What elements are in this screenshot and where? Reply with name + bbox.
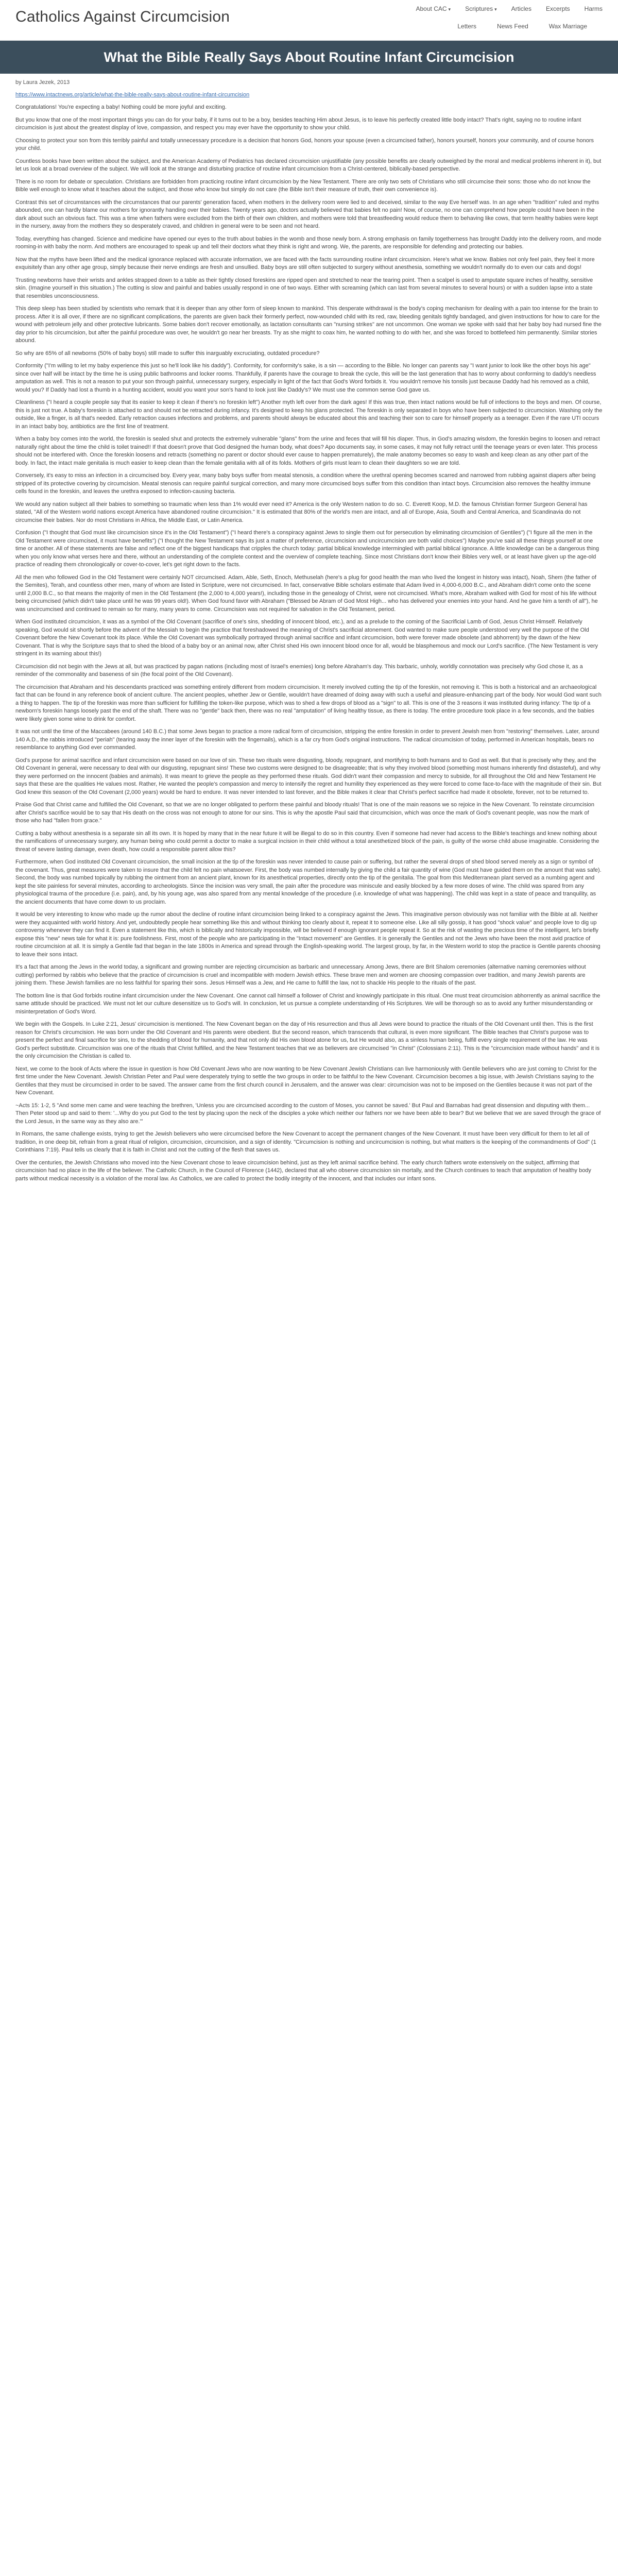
nav-excerpts[interactable]: Excerpts bbox=[545, 5, 570, 12]
title-banner bbox=[0, 41, 618, 74]
article-paragraph: Next, we come to the book of Acts where the issue in question is how Old Covenant Jews who are now wanting to be New Covenant Jewish Christians can live harmoniously with Gentile believers who are just coming to Christ for the first time under the New Covenant. Jewish Christian Peter and Paul were desperately trying to settle the two groups in order to be faithful to the New Covenant. Circumcision becomes a big issue, with Jewish Christians saying to the Gentiles that they must be circumcised in order to be saved. The answer came from the first church council in Jerusalem, and the answer was clear: circumcision was not to be imposed on the Gentiles because it was not part of the New Covenant. bbox=[15, 1065, 597, 1096]
nav-articles[interactable]: Articles bbox=[511, 5, 531, 12]
article-paragraph: There is no room for debate or speculation. Christians are forbidden from practicing routine infant circumcision by the New Testament. There are only two sets of Christians who still circumcise their sons: those who do not know the Bible well enough to know what it teaches about the subject, and those who know but simply do not care (the Bible isn't their measure of truth, their own convenience is). bbox=[15, 178, 591, 193]
nav-letters[interactable]: Letters bbox=[457, 23, 477, 30]
article-paragraph: Furthermore, when God instituted Old Covenant circumcision, the small incision at the tip of the foreskin was never intended to cause pain or suffering, but rather the several drops of shed blood served merely as a sign or symbol of the covenant. Thus, great measures were taken to insure that the child felt no pain whatsoever. First, the body was numbed internally by giving the child a fair quantity of wine (God must have guided them on the amount that was safe). Second, the body was numbed topically by rubbing the ointment from an ancient plant, known for its anesthetical properties, directly onto the tip of the genitalia. The goal from this Mediterranean plant served as a numbing agent and kept the site painless for several minutes, according to archeologists. Since the incision was very small, the pain after the procedure was miniscule and easily blocked by a few more doses of wine. The child was spared from any physiological trauma of the procedure (i.e. pain), and, by his young age, was also spared from any mental knowledge of the procedure (i.e. knowledge of what was happening). The child was kept in a state of peace and tranquility, as the ancient documents that have come down to us proclaim. bbox=[15, 859, 602, 905]
article-paragraph: Circumcision did not begin with the Jews at all, but was practiced by pagan nations (including most of Israel's enemies) long before Abraham's day. This barbaric, unholy, worldly connotation was precisely why God chose it, as a reminder of the commonality and baseness of sin (the focal point of the Old Covenant). bbox=[15, 663, 583, 677]
nav-scriptures[interactable] bbox=[465, 5, 497, 12]
nav-about-cac-label: About CAC bbox=[416, 5, 447, 12]
source-link[interactable]: https://www.intactnews.org/article/what-the-bible-really-says-about-routine-infant-circumcision bbox=[15, 91, 250, 98]
article-paragraph: Countless books have been written about the subject, and the American Academy of Pediatrics has declared circumcision unjustifiable (any possible benefits are clearly outweighed by the moral and medical problems inherent in it), but let us look at a broad overview of the subject. We will look at the strange and disturbing practice of routine infant circumcision from a Christ-centered, biblically-based perspective. bbox=[15, 158, 602, 172]
secondary-nav bbox=[457, 23, 587, 30]
nav-scriptures-label: Scriptures bbox=[465, 5, 493, 12]
chevron-down-icon: ▾ bbox=[448, 7, 451, 12]
article-paragraph: When a baby boy comes into the world, the foreskin is sealed shut and protects the extremely vulnerable "glans" from the urine and feces that will fill his diaper. Thus, in God's amazing wisdom, the foreskin begins to loosen and retract naturally right about the time the child is toilet trained!! If that doesn't prove that God designed the human body, what does? Apo documents say, in some cases, it may not fully retract until the teenage years or even later. This process should not be interfered with. Once the foreskin loosens and retracts (something no parent or doctor should ever cause to happen prematurely), the male anatomy becomes so easy to wash and keep clean as any other part of the body. In fact, the intact male genitalia is much easier to keep clean than the female genitalia with all of its folds. Mothers of girls must learn to clean their daughters so we are told. bbox=[15, 436, 600, 466]
article-paragraph: When God instituted circumcision, it was as a symbol of the Old Covenant (sacrifice of one's sins, shedding of innocent blood, etc.), and as a prelude to the coming of the Sacrificial Lamb of God, Jesus Christ Himself. Relatively speaking, God would sit shortly before the advent of the Messiah to begin the practice that foreshadowed the meaning of Christ's sacrificial atonement. God wanted to make sure people understood very well the purpose of the Old Covenant before the New Covenant took its place. While the Old Covenant was symbolically portrayed through animal sacrifice and infant circumcision, both were forever made obsolete (and abhorrent) by the dawn of the New Covenant. That is why the Scripture says that to shed the blood of a baby boy or an animal now, after Christ shed His own innocent blood once for all, would be blasphemous and mock our Lord's sacrifice. (The New Testament is very stringent in its warning about this!) bbox=[15, 619, 598, 657]
article-paragraph: Contrast this set of circumstances with the circumstances that our parents' generation faced, when mothers in the delivery room were lied to and deceived, similar to the way Eve herself was. In an age when "tradition" ruled and myths abounded, one can hardly blame our mothers for ignorantly handing over their babies. Twenty years ago, doctors actually believed that babies felt no pain! Now, of course, no one can comprehend how people could have been in the dark about such an obvious fact. This was a time when fathers were excluded from the birth of their own children, and mothers were told that breastfeeding would reduce them to behaving like cows, that term healthy babies were kept in the nursery, away from the mothers they so desperately craved, and children in general were to be seen and not heard. bbox=[15, 199, 599, 229]
article-paragraph: Over the centuries, the Jewish Christians who moved into the New Covenant chose to leave circumcision behind, just as they left animal sacrifice behind. The early church fathers wrote extensively on the subject, affirming that circumcision had no place in the life of the believer. The Catholic Church, in the Council of Florence (1442), declared that all who observe circumcision sin mortally, and the Church continues to teach that amputation of healthy body parts without medical necessity is a violation of the moral law. As Catholics, we are called to protect the bodily integrity of the innocent, and that includes our infant sons. bbox=[15, 1159, 591, 1182]
article-paragraph: The bottom line is that God forbids routine infant circumcision under the New Covenant. One cannot call himself a follower of Christ and knowingly participate in this ritual. One must treat circumcision abhorrently as animal sacrifice the same attitude should be practiced. We must not let our culture desensitize us to God's will. In conclusion, let us pursue a complete understanding of His Scriptures. We will be thorough so as to avoid any further misunderstanding or misinterpretation of God's Word. bbox=[15, 992, 600, 1015]
article-paragraph: Cutting a baby without anesthesia is a separate sin all its own. It is hoped by many that in the near future it will be illegal to do so in this country. Even if someone had never had access to the Bible's teachings and knew nothing about the ramifications of unnecessary surgery, any human being who could permit a doctor to make a surgical incision in their child without a total anesthetized block of the pain, is guilty of the worse child abuse imaginable. Considering the threat of severe lasting damage, even death, how could a responsible parent allow this? bbox=[15, 830, 599, 853]
article-paragraph: Conversely, it's easy to miss an infection in a circumcised boy. Every year, many baby boys suffer from meatal stenosis, a condition where the urethral opening becomes scarred and narrowed from rubbing against diapers after being stripped of its protective covering by circumcision. Meatal stenosis can require painful surgical correction, and many more circumcised boys suffer from this condition than intact boys. Circumcision also removes the healthy immune cells found in the foreskin, and leaves the urethra exposed to infection-causing bacteria. bbox=[15, 472, 596, 495]
article-paragraph: Today, everything has changed. Science and medicine have opened our eyes to the truth about babies in the womb and those newly born. A strong emphasis on family togetherness has brought Daddy into the delivery room, and mode rooming-in with baby the norm. And mothers are encouraged to speak up and tell their doctors what they think is right and wrong. We, the parents, are responsible for defending and protecting our babies. bbox=[15, 235, 602, 250]
article-paragraph: God's purpose for animal sacrifice and infant circumcision were based on our love of sin. These two rituals were disgusting, bloody, repugnant, and mortifying to both humans and to God as well. But that is precisely why they, and the Old Covenant in general, were necessary to deal with our disgusting, repugnant sins! These two customs were designed to be disagreeable; that is why they involved blood (something most humans inherently find distasteful), and why they were performed on the innocent (babies and animals). It was meant to grieve the people as they performed these rituals. God didn't want their compassion and mercy to subside, for all throughout the Old and New Testament He says that these are the qualities He values most. Rather, He wanted the people's compassion and mercy to intensify the regret and humility they experienced as they were forced to come face-to-face with the magnitude of their sin. But God knew this season of the Old Covenant (2,000 years) would be hard to endure. It was never intended to last forever, and the Bible makes it clear that Christ's perfect sacrifice had made it obsolete, forever, not to be returned to. bbox=[15, 757, 602, 795]
nav-about-cac[interactable] bbox=[416, 5, 451, 12]
article-paragraph: So why are 65% of all newborns (50% of baby boys) still made to suffer this inarguably excruciating, outdated procedure? bbox=[15, 350, 320, 357]
article-paragraph: In Romans, the same challenge exists, trying to get the Jewish believers who were circumcised before the New Covenant to accept the permanent changes of the New Covenant. It must have been very difficult for them to let all of tradition, in one deep bit, refrain from a great ritual of religion, circumcision, circumcision, and a sign of identity. "Circumcision is nothing and uncircumcision is nothing, but what matters is the keeping of the commandments of God" (1 Corinthians 7:19). Paul tells us clearly that it is faith in Christ and not the cutting of the flesh that saves us. bbox=[15, 1131, 596, 1153]
article-paragraph: We begin with the Gospels. In Luke 2:21, Jesus' circumcision is mentioned. The New Covenant began on the day of His resurrection and thus all Jews were bound to practice the rituals of the Old Covenant until then. This is the first reason for Christ's circumcision. He was born under the Old Covenant and His parents were obedient. But the second reason, which transcends that cultural, is even more significant. The Bible teaches that Christ's purpose was to present the perfect and final sacrifice for sins, to the shedding of blood for humanity, and that not only did His own blood atone for us, but He would also, as a sinless human being, fulfill every single requirement of the law. He was God's perfect substitute. Circumcision was one of the rituals that Christ fulfilled, and the New Testament teaches that we as believers are circumcised "in Christ" (Colossians 2:11). This is the "circumcision made without hands" and it is the only circumcision the Christian is called to. bbox=[15, 1021, 600, 1059]
article-paragraph: Trusting newborns have their wrists and ankles strapped down to a table as their tightly closed foreskins are ripped open and stretched to near the tearing point. Then a scalpel is used to amputate square inches of healthy, sensitive skin. (Imagine yourself in this situation.) The cutting is slow and painful and babies usually respond in one of two ways. Either with screaming (which can last from several minutes to several hours) or with a sudden lapse into a state that resembles unconsciousness. bbox=[15, 277, 593, 299]
article-paragraphs bbox=[15, 104, 603, 1183]
nav-news-feed[interactable]: News Feed bbox=[497, 23, 528, 30]
article-paragraph: Now that the myths have been lifted and the medical ignorance replaced with accurate information, we are faced with the facts surrounding routine infant circumcision. Here's what we know. Babies not only feel pain, they feel it more exquisitely than any other age group, simply because their nerve endings are fresh and unsullied. Baby boys are still often subjected to surgery without anesthesia, something we wouldn't normally do to even our cats and dogs! bbox=[15, 256, 595, 270]
article-paragraph: It was not until the time of the Maccabees (around 140 B.C.) that some Jews began to practice a more radical form of circumcision, stripping the entire foreskin in order to prevent Jewish men from "restoring" themselves. Later, around 140 A.D., the rabbis introduced "periah" (tearing away the inner layer of the foreskin with the fingernails), which is a far cry from God's original instructions. The radical circumcision of today, performed in American hospitals, bears no resemblance to anything God ever commanded. bbox=[15, 728, 599, 751]
nav-wax-marriage[interactable]: Wax Marriage bbox=[548, 23, 587, 30]
primary-nav bbox=[416, 5, 603, 12]
article-paragraph: We would any nation subject all their babies to something so traumatic when less than 1% would ever need it? America is the only Western nation to do so. C. Everett Koop, M.D. the famous Christian former Surgeon General has stated, "All of the Western world nations except America have abandoned routine circumcision." It is estimated that 80% of the world's men are intact, and all of Europe, Asia, South and Central America, and Scandinavia do not circumcise their babies. Nor do most Christians in Africa, the Middle East, or Latin America. bbox=[15, 501, 588, 523]
article-paragraph: It's a fact that among the Jews in the world today, a significant and growing number are rejecting circumcision as barbaric and unnecessary. Among Jews, there are Brit Shalom ceremonies (alternative naming ceremonies without cutting) performed by rabbis who believe that the practice of circumcision is cruel and incompatible with modern Jewish ethics. These brave men and women are choosing compassion over tradition, and many Jewish parents are joining them. These Jewish families are no less faithful for sparing their sons. Jesus Himself was a Jew, and He came to fulfill the law, not to shackle His people to the rituals of the past. bbox=[15, 964, 586, 986]
article-paragraph: Conformity ("I'm willing to let my baby experience this just so he'll look like his daddy"). Conformity, for conformity's sake, is a sin — according to the Bible. No longer can parents say "I want junior to look like the other boys his age" since over half will be intact by the time he is using public bathrooms and locker rooms. Thankfully, if parents have the courage to break the cycle, this will be the last generation that has to worry about conforming to daddy's needless amputation as well. This is not a reason to put your son through painful, unnecessary surgery, especially in light of the fact that God's Word forbids it. You wouldn't remove his tonsils just because Daddy had his removed as a child, would you? If Daddy had lost a thumb in a hunting accident, would you want your son's hand to look just like Daddy's? We must use the common sense God gave us. bbox=[15, 363, 596, 393]
article-paragraph: This deep sleep has been studied by scientists who remark that it is deeper than any other form of sleep known to mankind. This desperate withdrawal is the body's coping mechanism for dealing with a pain too intense for the brain to process. After it is all over, if there are no significant complications, the parents are given back their formerly perfect, now-wounded child with its red, raw, bleeding genitals tightly bandaged, and given instructions for how to care for the wound with petroleum jelly and other protective lubricants. Some babies don't recover emotionally, as lactation consultants can "nursing strikes" are not uncommon. One woman we spoke with said that her baby boy had nursed fine the day prior to his circumcision, but after the painful procedure was over, he wouldn't go near her breasts. Try as she might to coax him, he wanted nothing to do with her, and she was forced to bottlefeed him permanently. Similar stories abound. bbox=[15, 306, 602, 344]
article-paragraph: Cleanliness ("I heard a couple people say that its easier to keep it clean if there's no foreskin left") Another myth left over from the dark ages! If this was true, then intact nations would be full of infections to the boys and men. Of course, this is just not true. A baby's foreskin is attached to and should not be retracted during infancy. It's designed to keep his glans protected. The foreskin is only separated in boys who have been subjected to circumcision. Washing only the outside, like a finger, is all that's needed. Early retraction causes infections and problems, and parents should always be educated about this and teaching their son to care for himself properly as a teenager. Even if the rare UTI occurs in an intact baby boy, antibiotics are the first line of treatment. bbox=[15, 399, 603, 430]
article-body bbox=[0, 74, 618, 1183]
article-byline: by Laura Jezek, 2013 bbox=[15, 79, 70, 86]
article-paragraph: The circumcision that Abraham and his descendants practiced was something entirely different from modern circumcision. It merely involved cutting the tip of the foreskin, not removing it. This is both a historical and an archaeological fact that can be found in any reference book of ancient culture. The ancient peoples, whether Jew or Gentile, wouldn't have dreamed of doing away with such a useful and pleasure-enhancing part of the body. Nor would God want such a thing to happen. The tip of the foreskin was more than sufficient for fulfilling the token-like purpose, which was to shed a few drops of blood as a "sign" to all. This is one of the 3 reasons it was instituted during infancy: The tip of a newborn's foreskin hangs loosely past the end of the shaft. There was no "gentle" back then, there was no real "amputation" of living healthy tissue, as there is today. The entire procedure took place in a few seconds, and the babies were likely given some wine to drink for comfort. bbox=[15, 684, 602, 722]
article-paragraph: ~Acts 15: 1-2, 5 "And some men came and were teaching the brethren, 'Unless you are circumcised according to the custom of Moses, you cannot be saved.' But Paul and Barnabas had great dissension and disputing with them... Then Peter stood up and said to them: '...Why do you put God to the test by placing upon the neck of the disciples a yoke which neither our fathers nor we have been able to bear? But we believe that we are saved through the grace of the Lord Jesus, in the same way as they also are.'" bbox=[15, 1102, 601, 1125]
article-paragraph: Praise God that Christ came and fulfilled the Old Covenant, so that we are no longer obligated to perform these painful and bloody rituals! That is one of the main reasons we so rejoice in the New Covenant. To reinstate circumcision after Christ's sacrifice would be to say that His death on the cross was not enough to atone for our sins. This is why the apostle Paul said that circumcision, which was once the mark of God's covenant people, was now the mark of those who had "fallen from grace." bbox=[15, 802, 595, 824]
article-title: What the Bible Really Says About Routine Infant Circumcision bbox=[104, 49, 514, 65]
article-paragraph: It would be very interesting to know who made up the rumor about the decline of routine infant circumcision being linked to a conspiracy against the Jews. This imaginative person obviously was not familiar with the Bible at all. Neither were they acquainted with world history. And yet, undoubtedly people hear something like this and without thinking too clearly about it, repeat it to someone else. Like all silly gossip, it has good "shock value" and people love to dig up controversy whenever they can find it. Even a statement like this, which is biblically and historically impossible, will be believed if enough ignorant people repeat it. So at the risk of wasting the precious time of the intelligent, let's briefly expose this "new" news tale for what it is: pure foolishness. First, most of the people who are participating in the "Intact movement" are Gentiles. It is generally the Gentiles and not the Jews who have been the most avid practice of routine circumcision at all. It is simply a Gentile fad that began in the late 1800s in America and spread through the English-speaking world. The largest group, by far, in the Western world to stop the practice is Gentile parents choosing to leave their sons intact. bbox=[15, 911, 600, 958]
article-paragraph: All the men who followed God in the Old Testament were certainly NOT circumcised. Adam, Able, Seth, Enoch, Methuselah (here's a plug for good health the man who lived the longest in history was intact), Noah, Shem (the father of the Semites), Terah, and countless other men, many of whom are listed in Scripture, were not circumcised. In fact, conservative Bible scholars estimate that Adam lived in 4,000-6,000 B.C., and Abraham didn't come onto the scene until 2,000 B.C., so that means the majority of men in the Old Testament (the 2,000 to 4,000 years!), including those in the genealogy of Christ, were not circumcised. What's more, Abraham walked with God for most of his life without being circumcised (which didn't take place until he was 99 years old!). When God found favor with Abraham ("Blessed be Abram of God Most High... who has delivered your enemies into your hand. And he gave him a tenth of all"), he was uncircumcised and continued to remain so for many, many years to come. Circumcision was not required for salvation in the Old Testament, period. bbox=[15, 574, 598, 613]
chevron-down-icon: ▾ bbox=[494, 7, 497, 12]
article-paragraph: But you know that one of the most important things you can do for your baby, if it turns out to be a boy, besides teaching Him about Jesus, is to leave his perfectly created little body intact? That's right, saying no to routine infant circumcision is just about the greatest display of love, compassion, and respect you may ever have the opportunity to show your child. bbox=[15, 116, 581, 131]
article-paragraph: Choosing to protect your son from this terribly painful and totally unnecessary procedure is a decision that honors God, honors your spouse (even a circumcised father), honors yourself, honors your community, and of course honors your child. bbox=[15, 137, 594, 151]
article-paragraph: Confusion ("I thought that God must like circumcision since it's in the Old Testament") ("I heard there's a conspiracy against Jews to single them out for persecution by eliminating circumcision of Gentiles") ("I figure all the men in the Old Testament were circumcised, it must have benefits") ("I thought the New Testament says its just a matter of preference, circumcision and uncircumcision are both valid choices") Maybe you've said all these things yourself at one time or another. All of these statements are false and reflect one of the biggest handicaps that cripples the church today: partial biblical knowledge intermingled with partial biblical ignorance. A little knowledge can be a dangerous thing when you only know what verses here and there, without an understanding of the complete context and the overview of complete teaching. Since most Christians don't know their Bibles very well, or at least have given up the age-old practice of reading them chronologically or cover-to-cover, let's get right down to the facts. bbox=[15, 530, 599, 568]
site-title[interactable]: Catholics Against Circumcision bbox=[15, 8, 230, 25]
article-paragraph: Congratulations! You're expecting a baby! Nothing could be more joyful and exciting. bbox=[15, 104, 227, 110]
site-header bbox=[0, 0, 618, 41]
nav-harms[interactable]: Harms bbox=[584, 5, 603, 12]
